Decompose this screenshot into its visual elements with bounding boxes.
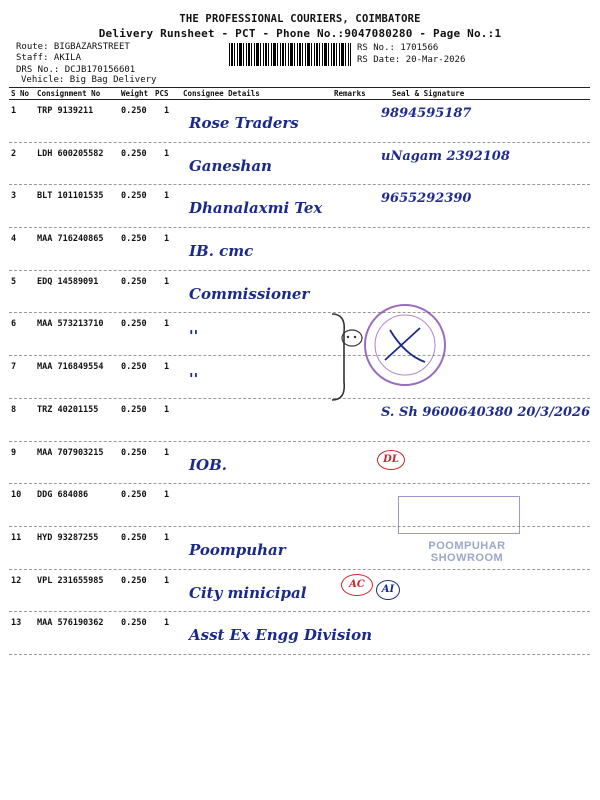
row-pcs: 1 <box>164 319 170 330</box>
document-title: THE PROFESSIONAL COURIERS, COIMBATORE <box>179 13 421 25</box>
row-signature: uNagam 2392108 <box>381 148 510 164</box>
route-label: Route: BIGBAZARSTREET <box>16 42 130 52</box>
row-weight: 0.250 <box>121 447 147 458</box>
row-consignment-no: TRP 9139211 <box>37 106 94 116</box>
col-consignment: Consignment No <box>37 89 101 98</box>
row-pcs: 1 <box>164 404 170 415</box>
row-weight: 0.250 <box>121 362 147 373</box>
row-weight: 0.250 <box>121 276 147 287</box>
table-row <box>9 143 590 186</box>
col-seal-signature: Seal & Signature <box>392 89 465 98</box>
runsheet-subtitle: Delivery Runsheet - PCT - Phone No.:9047080280 - Page No.:1 <box>98 27 502 40</box>
row-consignment-no: MAA 716849554 <box>37 362 104 373</box>
row-sno: 13 <box>11 618 22 629</box>
col-consignee: Consignee Details <box>183 89 260 98</box>
row-consignment-no: DDG 684086 <box>37 490 89 501</box>
row-signature: S. Sh 9600640380 20/3/2026 <box>381 404 591 420</box>
row-sno: 8 <box>11 404 17 415</box>
row-signature: 9894595187 <box>381 106 472 121</box>
row-sno: 11 <box>11 532 22 543</box>
col-pcs: PCS <box>155 89 169 98</box>
row-consignment-no: VPL 231655985 <box>37 575 104 586</box>
row-signature: 9655292390 <box>381 191 472 207</box>
row-weight: 0.250 <box>121 575 147 586</box>
row-consignee-handwritten: '' <box>189 327 199 346</box>
col-weight: Weight <box>121 89 149 98</box>
table-row <box>9 399 590 442</box>
row-consignee-handwritten: Ganeshan <box>189 156 272 175</box>
row-consignment-no: MAA 573213710 <box>37 319 104 330</box>
row-sno: 9 <box>11 447 17 458</box>
table-row <box>9 100 590 143</box>
poompuhar-stamp <box>392 540 542 588</box>
table-row <box>9 313 590 356</box>
row-weight: 0.250 <box>121 618 147 629</box>
row-weight: 0.250 <box>121 404 147 415</box>
table-row <box>9 442 590 485</box>
row-sno: 5 <box>11 276 17 287</box>
row-pcs: 1 <box>164 148 170 159</box>
table-header <box>9 87 590 100</box>
row-sno: 4 <box>11 234 17 245</box>
row-sno: 1 <box>11 106 17 116</box>
row-sno: 2 <box>11 148 17 159</box>
col-sno: S No <box>11 89 30 98</box>
row-weight: 0.250 <box>121 532 147 543</box>
row-consignee-handwritten: Dhanalaxmi Tex <box>189 199 323 218</box>
col-remarks: Remarks <box>334 89 366 98</box>
poompuhar-stamp-text: POOMPUHAR SHOWROOM <box>428 540 506 564</box>
barcode <box>229 43 351 66</box>
row-pcs: 1 <box>164 362 170 373</box>
row-pcs: 1 <box>164 191 170 202</box>
row-weight: 0.250 <box>121 148 147 159</box>
table-row <box>9 228 590 271</box>
row-consignee-handwritten: Rose Traders <box>189 114 299 132</box>
rs-date: RS Date: 20-Mar-2026 <box>357 55 466 65</box>
row-sno: 6 <box>11 319 17 330</box>
row-sno: 10 <box>11 490 22 501</box>
table-row <box>9 185 590 228</box>
row-pcs: 1 <box>164 276 170 287</box>
vehicle-label: Vehicle: Big Bag Delivery <box>21 75 157 85</box>
bracket-mark <box>330 312 350 402</box>
row-consignee-handwritten: Poompuhar <box>189 540 286 559</box>
row-consignment-no: EDQ 14589091 <box>37 276 99 287</box>
dl-mark: DL <box>377 450 405 470</box>
round-seal-stamp <box>360 300 450 390</box>
row-consignment-no: MAA 716240865 <box>37 234 104 245</box>
row-pcs: 1 <box>164 234 170 245</box>
rs-number: RS No.: 1701566 <box>357 43 439 53</box>
row-consignee-handwritten: IOB. <box>189 455 227 474</box>
drs-number: DRS No.: DCJB170156601 <box>16 65 136 75</box>
small-seal-icon <box>339 327 365 349</box>
row-consignment-no: LDH 600205582 <box>37 148 104 159</box>
row-consignment-no: MAA 576190362 <box>37 618 104 629</box>
ai-mark: AI <box>376 580 400 600</box>
row-pcs: 1 <box>164 447 170 458</box>
row-sno: 7 <box>11 362 17 373</box>
row-consignee-handwritten: IB. cmc <box>189 242 254 261</box>
row-sno: 12 <box>11 575 22 586</box>
row-weight: 0.250 <box>121 234 147 245</box>
row-consignment-no: TRZ 40201155 <box>37 404 99 415</box>
table-row <box>9 612 590 655</box>
row-consignee-handwritten: City minicipal <box>189 583 307 602</box>
row-pcs: 1 <box>164 490 170 501</box>
table-row <box>9 271 590 314</box>
row-pcs: 1 <box>164 106 170 116</box>
row-weight: 0.250 <box>121 319 147 330</box>
row-consignee-handwritten: Commissioner <box>189 284 310 303</box>
row-consignee-handwritten: '' <box>189 370 199 389</box>
table-row <box>9 356 590 399</box>
row-pcs: 1 <box>164 532 170 543</box>
row-pcs: 1 <box>164 575 170 586</box>
row-consignment-no: MAA 707903215 <box>37 447 104 458</box>
staff-label: Staff: AKILA <box>16 53 82 63</box>
row-consignee-handwritten: Asst Ex Engg Division <box>189 626 372 645</box>
row-pcs: 1 <box>164 618 170 629</box>
row-weight: 0.250 <box>121 106 147 116</box>
stamp-rect-10 <box>398 496 520 534</box>
row-consignment-no: HYD 93287255 <box>37 532 99 543</box>
row-weight: 0.250 <box>121 490 147 501</box>
row-weight: 0.250 <box>121 191 147 202</box>
ac-mark: AC <box>341 574 373 596</box>
row-consignment-no: BLT 101101535 <box>37 191 104 202</box>
row-sno: 3 <box>11 191 17 202</box>
